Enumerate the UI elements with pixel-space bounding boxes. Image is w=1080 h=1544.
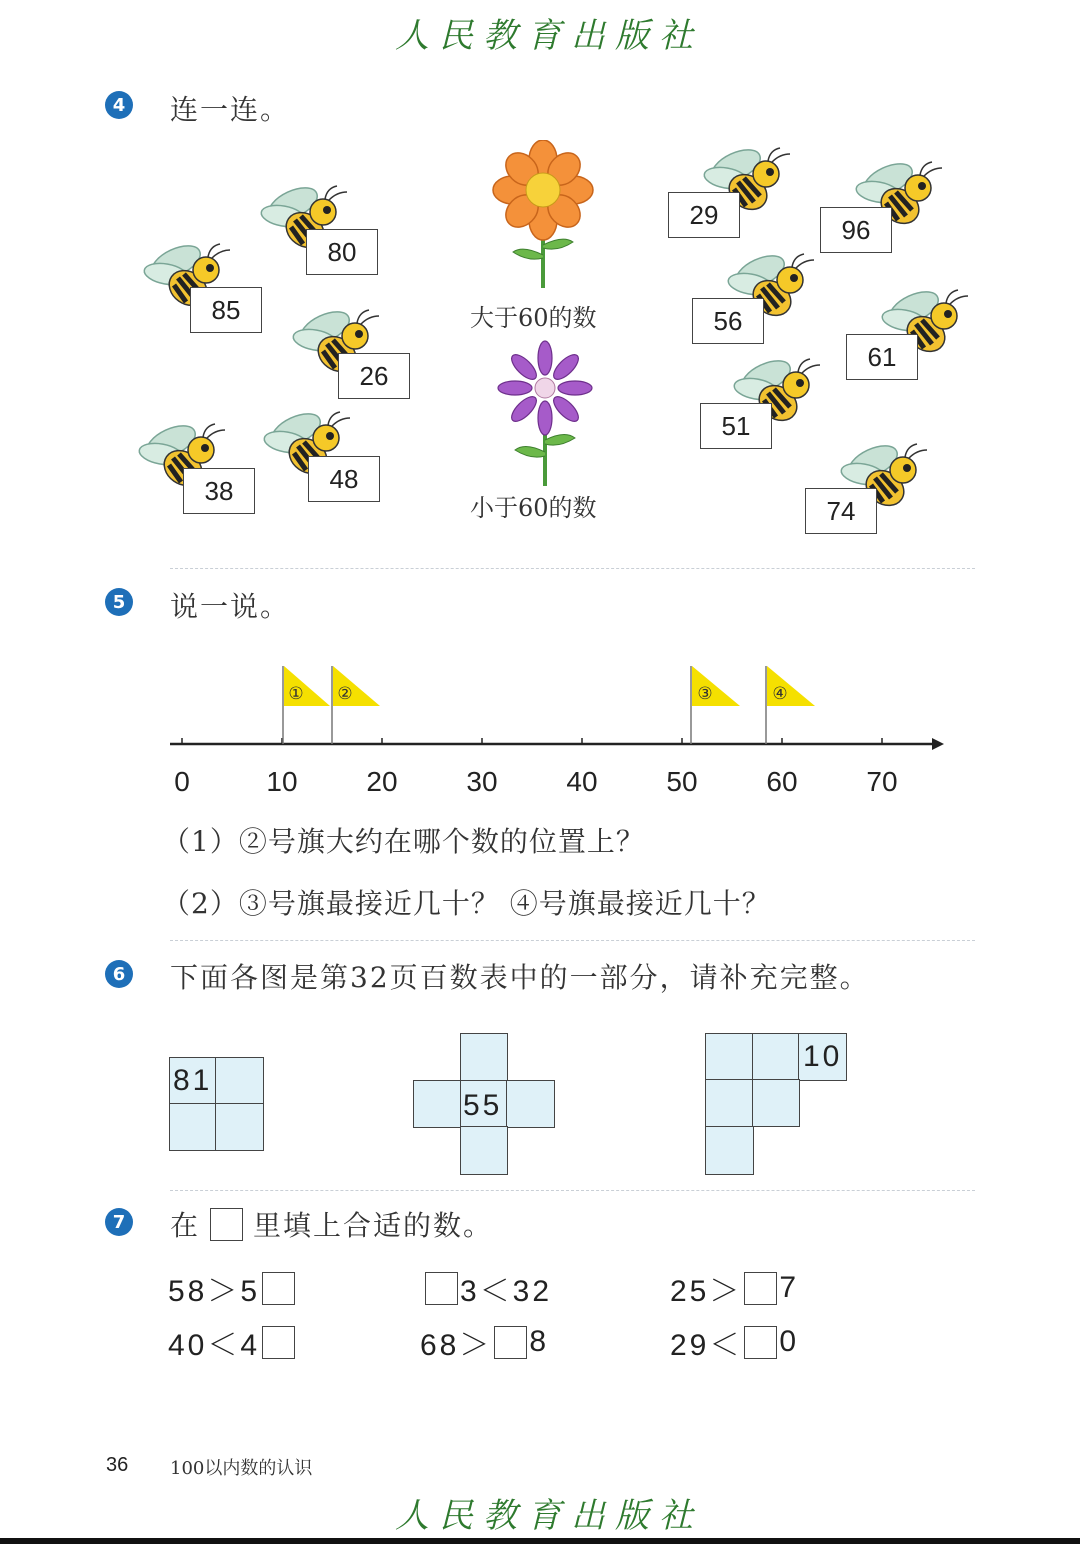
chart-cell: 55: [460, 1080, 508, 1128]
bee-number-box: 48: [308, 456, 380, 502]
bee-number-box: 26: [338, 353, 410, 399]
bee-number-box: 38: [183, 468, 255, 514]
title-blank-box: [210, 1208, 243, 1241]
inequality-item: [168, 1266, 297, 1310]
chart-cell-blank[interactable]: [215, 1103, 264, 1151]
question-5-sub-2: （2）③号旗最接近几十？ ④号旗最接近几十？: [162, 887, 771, 920]
bee-number-box: 80: [306, 229, 378, 275]
answer-blank[interactable]: [744, 1272, 777, 1305]
chart-cell-blank[interactable]: [460, 1126, 508, 1175]
chart-cell-blank[interactable]: [413, 1080, 462, 1128]
section-divider: [170, 568, 975, 569]
tick-label: 50: [666, 766, 698, 797]
chart-cell: 81: [169, 1057, 217, 1105]
inequality-item: [670, 1320, 799, 1364]
flower-small-label: 小于60的数: [470, 494, 597, 522]
chart-cell-blank[interactable]: [506, 1080, 555, 1128]
bee-number-box: 56: [692, 298, 764, 344]
question-6-number: 6: [105, 960, 133, 988]
publisher-watermark-bottom: 人民教育出版社: [395, 1496, 703, 1536]
hundred-chart-piece-1: [169, 1057, 264, 1151]
chart-cell-blank[interactable]: [705, 1033, 754, 1081]
tick-label: 0: [174, 766, 190, 797]
flag-3: [691, 666, 740, 744]
inequality-post: 3＜32: [460, 1275, 553, 1308]
tick-label: 30: [466, 766, 498, 797]
flag-2-label: ②: [337, 684, 353, 704]
chart-cell: 10: [798, 1033, 847, 1081]
question-6-title: 下面各图是第32页百数表中的一部分，请补充完整。: [170, 961, 870, 994]
question-7-title: [170, 1204, 493, 1244]
chart-cell-blank[interactable]: [752, 1079, 800, 1127]
answer-blank[interactable]: [262, 1272, 295, 1305]
tick-label: 20: [366, 766, 398, 797]
inequality-pre: 68＞: [420, 1329, 493, 1362]
bee-number-box: 85: [190, 287, 262, 333]
question-7-title-post: 里填上合适的数。: [253, 1209, 494, 1242]
question-5-sub-1: （1）②号旗大约在哪个数的位置上？: [162, 825, 645, 858]
tick-label: 70: [866, 766, 898, 797]
answer-blank[interactable]: [262, 1326, 295, 1359]
question-4-title: 连一连。: [170, 93, 291, 126]
tick-label: 40: [566, 766, 598, 797]
bee-number-box: 51: [700, 403, 772, 449]
publisher-watermark-top: 人民教育出版社: [395, 16, 703, 56]
question-7-title-pre: 在: [170, 1209, 201, 1242]
question-4-number: 4: [105, 91, 133, 119]
flag-1-label: ①: [288, 684, 304, 704]
hundred-chart-piece-2: [413, 1033, 555, 1175]
orange-flower-icon: [488, 140, 598, 290]
chart-cell-blank[interactable]: [215, 1057, 264, 1105]
tick-label: 10: [266, 766, 298, 797]
tick-label: 60: [766, 766, 798, 797]
bee-number-box: 29: [668, 192, 740, 238]
flag-2: [332, 666, 380, 744]
chart-cell-blank[interactable]: [169, 1103, 217, 1151]
bottom-border: [0, 1538, 1080, 1544]
inequality-item: [420, 1320, 549, 1364]
inequality-item: [423, 1266, 552, 1310]
flag-4: [766, 666, 815, 744]
chapter-title: 100以内数的认识: [170, 1458, 313, 1479]
hundred-chart-piece-3: [705, 1033, 847, 1175]
inequality-item: [670, 1266, 799, 1310]
chart-cell-blank[interactable]: [705, 1079, 754, 1127]
inequality-pre: 40＜4: [168, 1329, 261, 1362]
question-5-number: 5: [105, 588, 133, 616]
question-5-title: 说一说。: [170, 590, 291, 623]
answer-blank[interactable]: [494, 1326, 527, 1359]
section-divider: [170, 1190, 975, 1191]
purple-flower-icon: [495, 340, 595, 488]
inequality-post: 0: [779, 1325, 800, 1358]
bee-number-box: 61: [846, 334, 918, 380]
inequality-pre: 25＞: [670, 1275, 743, 1308]
answer-blank[interactable]: [744, 1326, 777, 1359]
inequality-pre: 58＞5: [168, 1275, 261, 1308]
inequality-post: 8: [529, 1325, 550, 1358]
chart-cell-blank[interactable]: [460, 1033, 508, 1081]
question-7-number: 7: [105, 1208, 133, 1236]
number-line: [160, 660, 960, 760]
flag-4-label: ④: [772, 684, 788, 704]
chart-cell-blank[interactable]: [705, 1126, 754, 1175]
chart-cell-blank[interactable]: [752, 1033, 800, 1081]
inequality-pre: 29＜: [670, 1329, 743, 1362]
flag-3-label: ③: [697, 684, 713, 704]
page-number: 36: [106, 1454, 129, 1476]
section-divider: [170, 940, 975, 941]
inequality-item: [168, 1320, 297, 1364]
inequality-post: 7: [779, 1271, 800, 1304]
answer-blank[interactable]: [425, 1272, 458, 1305]
bee-number-box: 74: [805, 488, 877, 534]
flower-big-label: 大于60的数: [470, 304, 597, 332]
bee-number-box: 96: [820, 207, 892, 253]
flag-1: [283, 666, 330, 744]
